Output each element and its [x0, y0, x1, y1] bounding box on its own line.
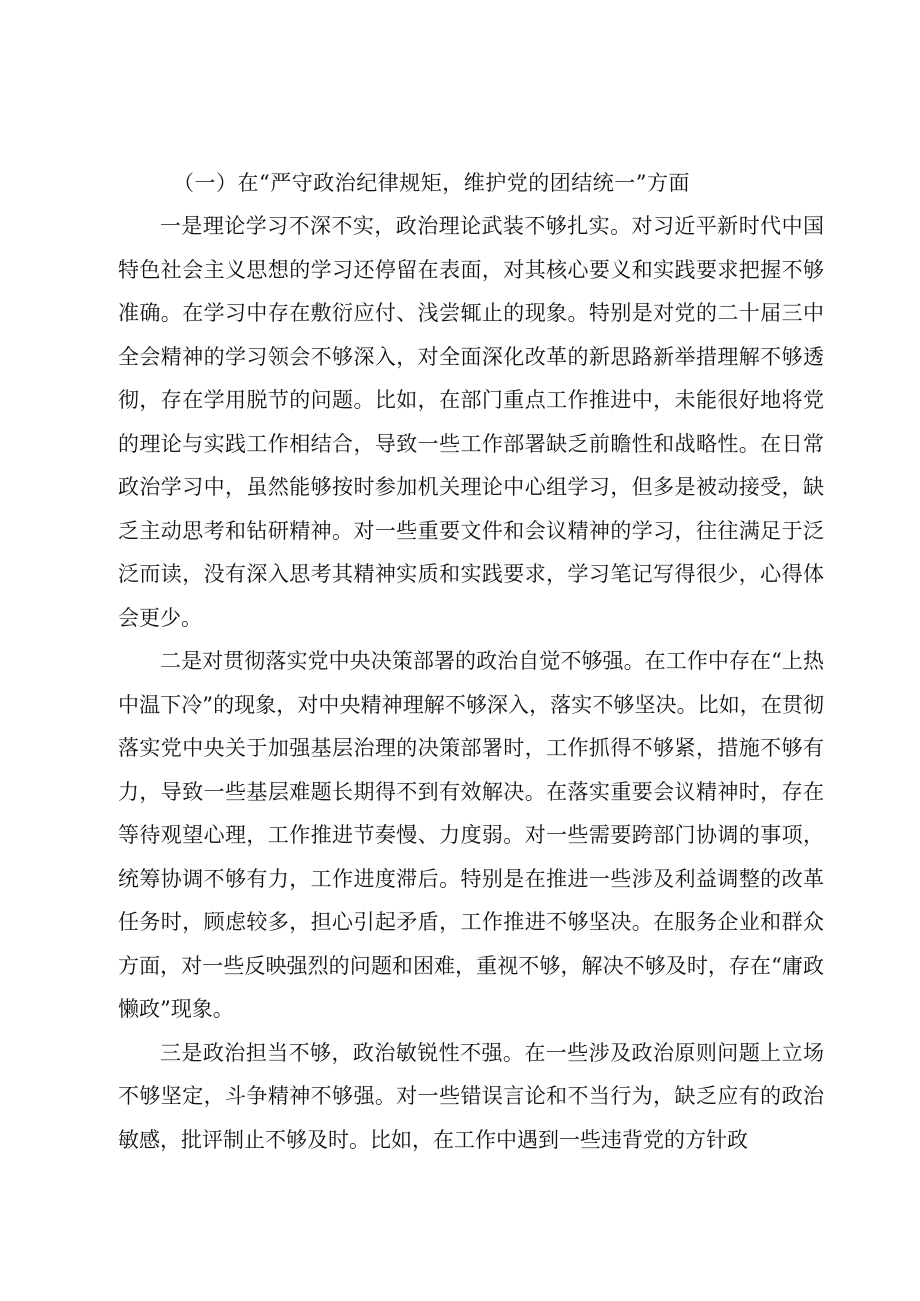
paragraph-theory-study: 一是理论学习不深不实，政治理论武装不够扎实。对习近平新时代中国特色社会主义思想的学习还停留在表面，对其核心要义和实践要求把握不够准确。在学习中存在敷衍应付、浅尝辄止的现象。特别是对党的二十届三中全会精神的学习领会不够深入，对全面深化改革的新思路新举措理解不够透彻，存在学用脱节的问题。比如，在部门重点工作推进中，未能很好地将党的理论与实践工作相结合，导致一些工作部署缺乏前瞻性和战略性。在日常政治学习中，虽然能够按时参加机关理论中心组学习，但多是被动接受，缺乏主动思考和钻研精神。对一些重要文件和会议精神的学习，往往满足于泛泛而读，没有深入思考其精神实质和实践要求，学习笔记写得很少，心得体会更少。	[118, 214, 824, 630]
section-heading: （一）在“严守政治纪律规矩，维护党的团结统一”方面	[173, 171, 690, 195]
document-body	[118, 162, 824, 1162]
paragraph-political-responsibility: 三是政治担当不够，政治敏锐性不强。在一些涉及政治原则问题上立场不够坚定，斗争精神不够强。对一些错误言论和不当行为，缺乏应有的政治敏感，批评制止不够及时。比如，在工作中遇到一些违背党的方针政	[118, 1040, 824, 1152]
paragraph-implementation: 二是对贯彻落实党中央决策部署的政治自觉不够强。在工作中存在“上热中温下冷”的现象，对中央精神理解不够深入，落实不够坚决。比如，在贯彻落实党中央关于加强基层治理的决策部署时，工作抓得不够紧，措施不够有力，导致一些基层难题长期得不到有效解决。在落实重要会议精神时，存在等待观望心理，工作推进节奏慢、力度弱。对一些需要跨部门协调的事项，统筹协调不够有力，工作进度滞后。特别是在推进一些涉及利益调整的改革任务时，顾虑较多，担心引起矛盾，工作推进不够坚决。在服务企业和群众方面，对一些反映强烈的问题和困难，重视不够，解决不够及时，存在“庸政懒政”现象。	[118, 649, 824, 1021]
